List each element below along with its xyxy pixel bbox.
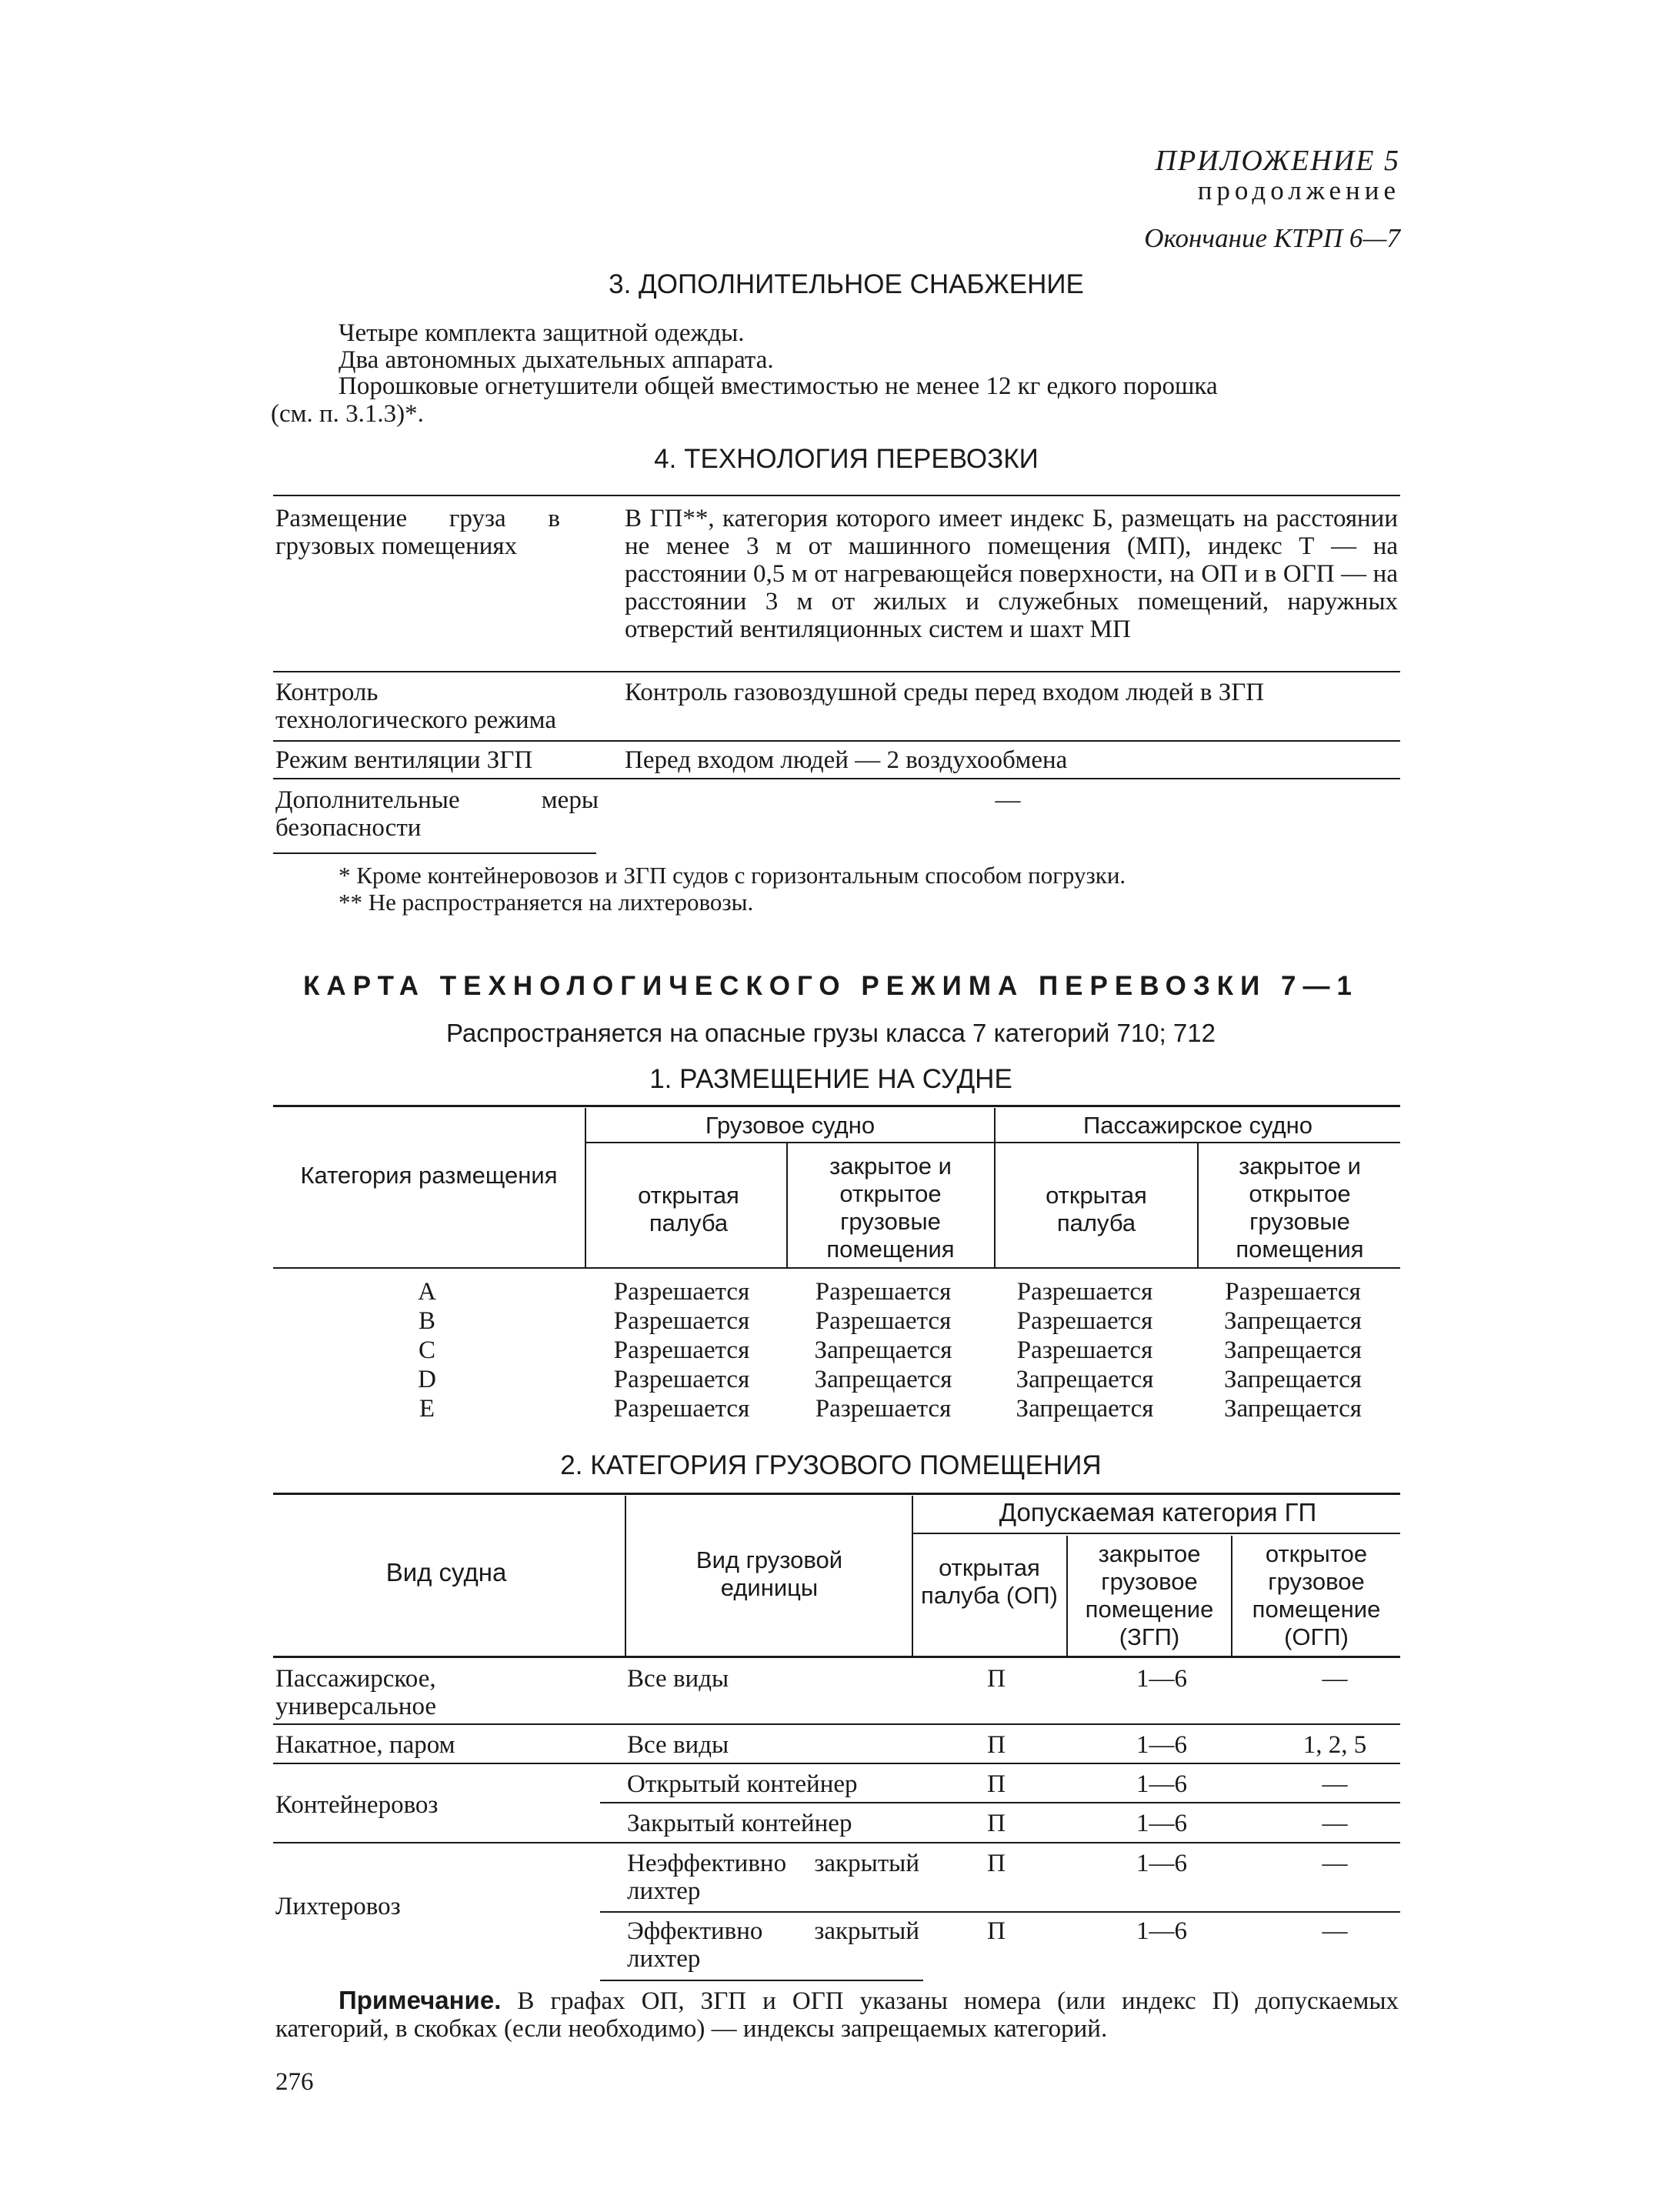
table-cell: Запрещается xyxy=(1224,1336,1362,1364)
hold-note xyxy=(275,1987,1399,2043)
table-row xyxy=(273,1394,1400,1423)
placement-body xyxy=(273,1277,1400,1423)
table-row xyxy=(273,1336,1400,1365)
table-cell: Разрешается xyxy=(613,1395,750,1423)
tech-row4-label: Дополнительные меры безопасности xyxy=(275,786,599,842)
hold-sub-ogp: открытое грузовое помещение (ОГП) xyxy=(1252,1540,1381,1650)
hold-rule-3 xyxy=(600,1802,1400,1803)
zgp-cell: 1—6 xyxy=(1136,1850,1187,1877)
section3-title: 3. ДОПОЛНИТЕЛЬНОЕ СНАБЖЕНИЕ xyxy=(609,269,1084,299)
ogp-cell: — xyxy=(1322,1917,1348,1945)
zgp-cell: 1—6 xyxy=(1136,1665,1187,1693)
unit-cell: Открытый контейнер xyxy=(627,1770,858,1798)
ogp-cell: — xyxy=(1322,1810,1348,1837)
table-cell: Разрешается xyxy=(613,1336,750,1364)
placement-sub-passenger-closed: закрытое и открытое грузовые помещения xyxy=(1236,1153,1364,1263)
zgp-cell: 1—6 xyxy=(1136,1917,1187,1945)
op-cell: П xyxy=(987,1770,1006,1798)
section3-line1: Четыре комплекта защитной одежды. xyxy=(339,319,745,347)
appendix-title: ПРИЛОЖЕНИЕ 5 xyxy=(1155,145,1400,177)
placement-group-rule xyxy=(585,1142,1400,1143)
placement-sub-cargo-closed: закрытое и открытое грузовые помещения xyxy=(826,1153,955,1263)
section3-line3: Порошковые огнетушители общей вместимостью не менее 12 кг едкого порошка xyxy=(339,372,1218,400)
table-cell: Запрещается xyxy=(1224,1395,1362,1423)
op-cell: П xyxy=(987,1810,1006,1837)
section4-bottom-rule xyxy=(273,852,596,854)
table-cell: Разрешается xyxy=(815,1278,952,1306)
table-cell: Запрещается xyxy=(814,1366,952,1393)
placement-sub-passenger-open: открытая палуба xyxy=(1046,1182,1147,1236)
ship-container: Контейнеровоз xyxy=(275,1791,439,1819)
hold-bottom-rule xyxy=(600,1980,923,1981)
hold-note-lead: Примечание. xyxy=(339,1986,502,2014)
tech-row2-label: Контроль технологического режима xyxy=(275,679,556,734)
tech-row3-label: Режим вентиляции ЗГП xyxy=(275,746,533,774)
unit-cell: Закрытый контейнер xyxy=(627,1810,852,1837)
card-title: КАРТА ТЕХНОЛОГИЧЕСКОГО РЕЖИМА ПЕРЕВОЗКИ 7—1 xyxy=(303,971,1359,1001)
footnote-1: * Кроме контейнеровозов и ЗГП судов с горизонтальным способом погрузки. xyxy=(339,862,1126,889)
hold-col-ship: Вид судна xyxy=(385,1558,507,1586)
placement-group-passenger: Пассажирское судно xyxy=(1083,1112,1312,1139)
section4-rule-3 xyxy=(273,778,1400,779)
table-cell: Разрешается xyxy=(815,1395,952,1423)
hold-rule-1 xyxy=(273,1723,1400,1725)
table-cell: Запрещается xyxy=(1224,1366,1362,1393)
table-row xyxy=(273,1365,1400,1394)
placement-sub-cargo-open: открытая палуба xyxy=(638,1182,739,1236)
table-cell: Запрещается xyxy=(1224,1307,1362,1335)
hold-vrule-2 xyxy=(912,1496,913,1657)
hold-group-label: Допускаемая категория ГП xyxy=(999,1498,1317,1526)
hold-rule-5 xyxy=(600,1911,1400,1913)
section3-line4: (см. п. 3.1.3)*. xyxy=(271,400,424,428)
zgp-cell: 1—6 xyxy=(1136,1731,1187,1759)
tech-row4-text: — xyxy=(995,786,1021,814)
card-ending-label: Окончание КТРП 6—7 xyxy=(1144,223,1400,253)
table-cell: Запрещается xyxy=(1016,1366,1154,1393)
ogp-cell: — xyxy=(1322,1850,1348,1877)
hold-group-rule xyxy=(912,1533,1400,1534)
table-cell: Запрещается xyxy=(1016,1395,1154,1423)
ship-lighter: Лихтеровоз xyxy=(275,1893,401,1920)
unit-cell: Все виды xyxy=(627,1731,729,1759)
category-cell: A xyxy=(418,1278,436,1306)
table-cell: Разрешается xyxy=(1016,1336,1153,1364)
table-cell: Запрещается xyxy=(814,1336,952,1364)
hold-rule-4 xyxy=(273,1842,1400,1843)
unit-cell: Неэффективно закрытый лихтер xyxy=(627,1850,919,1905)
placement-vrule-3 xyxy=(786,1143,788,1267)
table-cell: Разрешается xyxy=(1016,1307,1153,1335)
ship-roro: Накатное, паром xyxy=(275,1731,455,1759)
placement-top-rule xyxy=(273,1105,1400,1107)
section4-top-rule xyxy=(273,495,1400,496)
hold-top-rule xyxy=(273,1493,1400,1495)
hold-note-text: В графах ОП, ЗГП и ОГП указаны номера (или индекс П) допускаемых категорий, в скобках (если необходимо) — индексы запрещаемых категорий. xyxy=(275,1987,1399,2043)
table-cell: Разрешается xyxy=(613,1366,750,1393)
category-cell: D xyxy=(418,1366,436,1393)
unit-cell: Эффективно закрытый лихтер xyxy=(627,1917,919,1973)
table-row xyxy=(273,1306,1400,1336)
op-cell: П xyxy=(987,1917,1006,1945)
section4-rule-2 xyxy=(273,740,1400,742)
hold-vrule-1 xyxy=(625,1496,626,1657)
hold-vrule-4 xyxy=(1231,1536,1232,1657)
zgp-cell: 1—6 xyxy=(1136,1770,1187,1798)
category-cell: B xyxy=(418,1307,435,1335)
op-cell: П xyxy=(987,1731,1006,1759)
tech-row1-label: Размещение груза в грузовых помещениях xyxy=(275,505,560,560)
table-cell: Разрешается xyxy=(815,1307,952,1335)
placement-vrule-4 xyxy=(1197,1143,1199,1267)
table-cell: Разрешается xyxy=(613,1278,750,1306)
op-cell: П xyxy=(987,1850,1006,1877)
placement-col-category: Категория размещения xyxy=(300,1162,558,1189)
appendix-continuation: продолжение xyxy=(1197,175,1400,205)
section4-title: 4. ТЕХНОЛОГИЯ ПЕРЕВОЗКИ xyxy=(654,444,1039,474)
tech-row3-text: Перед входом людей — 2 воздухообмена xyxy=(625,746,1068,774)
hold-sub-zgp: закрытое грузовое помещение (ЗГП) xyxy=(1085,1540,1214,1650)
placement-title: 1. РАЗМЕЩЕНИЕ НА СУДНЕ xyxy=(649,1064,1012,1094)
ship-passenger: Пассажирское, универсальное xyxy=(275,1665,437,1720)
table-row xyxy=(273,1277,1400,1306)
tech-row2-text: Контроль газовоздушной среды перед входом людей в ЗГП xyxy=(625,679,1265,706)
category-cell: C xyxy=(418,1336,435,1364)
page-number: 276 xyxy=(275,2068,314,2096)
ogp-cell: — xyxy=(1322,1770,1348,1798)
tech-row1-text: В ГП**, категория которого имеет индекс Б, размещать на расстоянии не менее 3 м от машинного помещения (МП), индекс Т — на расстоянии 0,5 м от нагревающейся поверхности, на ОП и в ОГП — на расстоянии 3 м от жилых и служебных помещений, наружных отверстий вентиляционных систем и шахт МП xyxy=(625,505,1398,643)
section4-rule-1 xyxy=(273,671,1400,672)
footnote-2: ** Не распространяется на лихтеровозы. xyxy=(339,889,754,916)
ogp-cell: — xyxy=(1322,1665,1348,1693)
op-cell: П xyxy=(987,1665,1006,1693)
hold-rule-2 xyxy=(273,1763,1400,1764)
zgp-cell: 1—6 xyxy=(1136,1810,1187,1837)
category-cell: E xyxy=(419,1395,435,1423)
unit-cell: Все виды xyxy=(627,1665,729,1693)
hold-header-rule xyxy=(273,1656,1400,1658)
hold-vrule-3 xyxy=(1066,1536,1068,1657)
section3-line2: Два автономных дыхательных аппарата. xyxy=(339,346,774,374)
hold-title: 2. КАТЕГОРИЯ ГРУЗОВОГО ПОМЕЩЕНИЯ xyxy=(560,1450,1102,1480)
table-cell: Разрешается xyxy=(1225,1278,1361,1306)
table-cell: Разрешается xyxy=(1016,1278,1153,1306)
table-cell: Разрешается xyxy=(613,1307,750,1335)
placement-header-rule xyxy=(273,1267,1400,1269)
card-subtitle: Распространяется на опасные грузы класса 7 категорий 710; 712 xyxy=(446,1019,1216,1047)
placement-group-cargo: Грузовое судно xyxy=(705,1112,876,1139)
hold-sub-op: открытая палуба (ОП) xyxy=(921,1554,1058,1609)
ogp-cell: 1, 2, 5 xyxy=(1302,1731,1367,1759)
hold-col-unit: Вид грузовой единицы xyxy=(695,1546,843,1601)
